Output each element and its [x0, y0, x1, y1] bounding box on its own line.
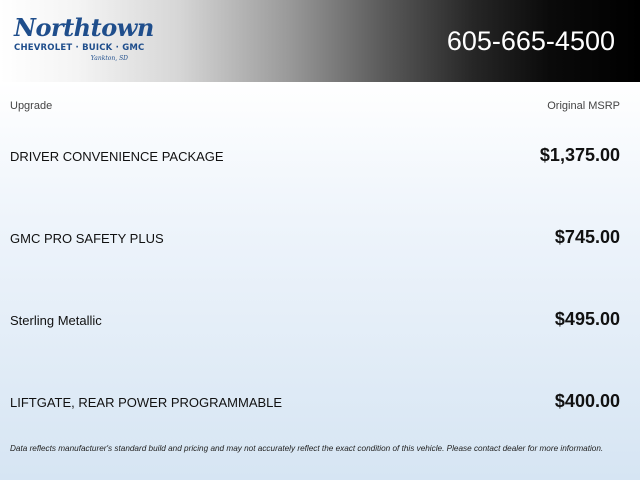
- upgrade-row: [0, 388, 640, 418]
- pricing-disclaimer: Data reflects manufacturer's standard build and pricing and may not accurately reflect the exact condition of this vehicle. Please contact dealer for more information.: [10, 444, 604, 453]
- upgrade-name: DRIVER CONVENIENCE PACKAGE: [10, 149, 224, 164]
- logo-dealer-name: Northtown: [14, 13, 154, 42]
- dealer-phone[interactable]: 605-665-4500: [446, 26, 615, 56]
- column-header-upgrade: Upgrade: [10, 100, 53, 112]
- upgrade-price: $745.00: [554, 227, 620, 247]
- upgrade-price: $1,375.00: [539, 145, 620, 165]
- header-banner: [0, 0, 640, 82]
- upgrade-row: [0, 142, 640, 172]
- column-header-msrp: Original MSRP: [547, 100, 620, 112]
- upgrade-row: [0, 224, 640, 254]
- upgrade-name: GMC PRO SAFETY PLUS: [10, 231, 164, 246]
- logo-brands: CHEVROLET · BUICK · GMC: [14, 43, 145, 53]
- upgrade-price: $495.00: [554, 309, 620, 329]
- dealer-logo: [12, 13, 154, 66]
- upgrade-name: LIFTGATE, REAR POWER PROGRAMMABLE: [10, 395, 283, 410]
- upgrade-price: $400.00: [554, 391, 620, 411]
- logo-location: Yankton, SD: [90, 55, 128, 62]
- upgrades-panel: [0, 82, 640, 480]
- upgrade-name: Sterling Metallic: [10, 313, 102, 328]
- upgrade-row: [0, 306, 640, 336]
